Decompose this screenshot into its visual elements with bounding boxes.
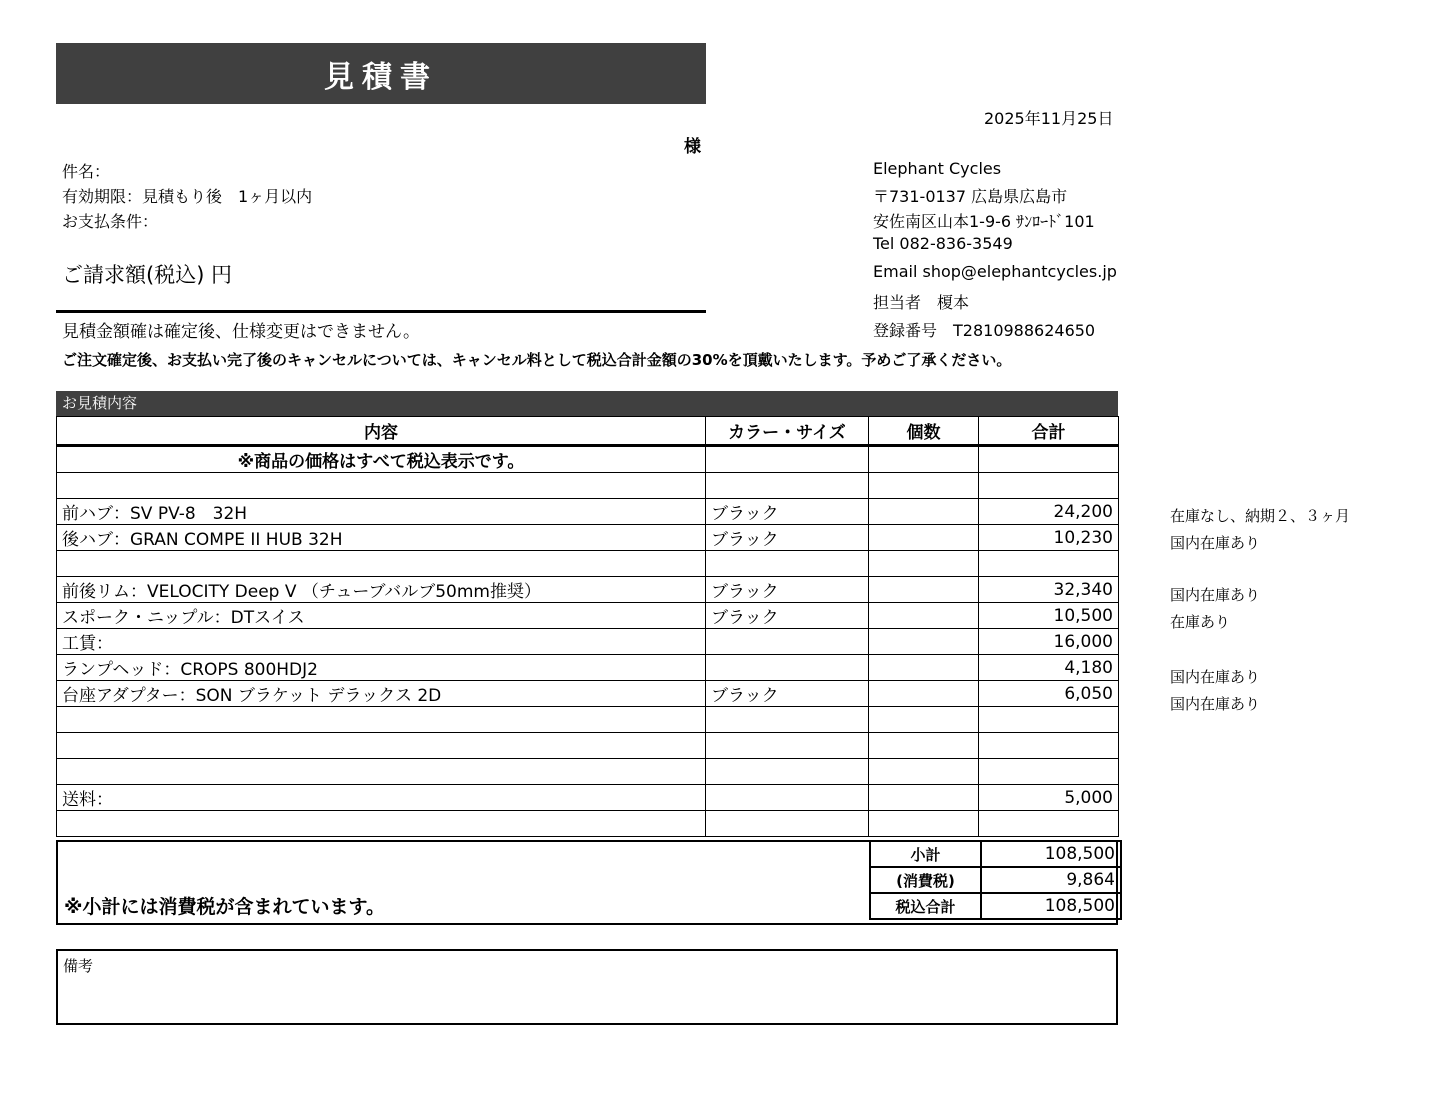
item-quantity (869, 525, 979, 551)
table-row (57, 446, 1119, 473)
item-description (57, 811, 706, 837)
company-registration: 登録番号 T2810988624650 (873, 321, 1096, 340)
item-quantity (869, 551, 979, 577)
subtotal-tax-note: ※小計には消費税が含まれています。 (64, 896, 385, 918)
table-row (57, 733, 1119, 759)
stock-note: 在庫なし、納期２、３ヶ月 (1170, 507, 1351, 525)
item-description: 後ハブ：GRAN COMPE II HUB 32H (57, 525, 706, 551)
payment-terms-label: お支払条件： (62, 212, 159, 231)
item-total (979, 733, 1119, 759)
item-color-size: ブラック (706, 603, 869, 629)
item-color-size (706, 811, 869, 837)
item-description (57, 733, 706, 759)
item-color-size: ブラック (706, 525, 869, 551)
issue-date: 2025年11月25日 (984, 109, 1114, 128)
item-total (979, 811, 1119, 837)
table-row (57, 603, 1119, 629)
item-description: 前ハブ：SV PV-8 32H (57, 499, 706, 525)
item-total (979, 707, 1119, 733)
item-description (57, 707, 706, 733)
header-quantity: 個数 (869, 417, 979, 446)
company-email: Email shop@elephantcycles.jp (873, 262, 1117, 281)
item-description: ※商品の価格はすべて税込表示です。 (57, 446, 706, 473)
item-total (979, 446, 1119, 473)
notice-cancellation: ご注文確定後、お支払い完了後のキャンセルについては、キャンセル料として税込合計金額の30%を頂戴いたします。予めご了承ください。 (62, 351, 1012, 369)
subject-label: 件名： (62, 162, 111, 181)
tax-label: (消費税) (870, 867, 981, 893)
table-row (57, 707, 1119, 733)
subtotal-value: 108,500 (981, 841, 1121, 867)
item-total (979, 473, 1119, 499)
item-total: 4,180 (979, 655, 1119, 681)
item-quantity (869, 655, 979, 681)
item-total: 32,340 (979, 577, 1119, 603)
stock-note: 国内在庫あり (1170, 534, 1261, 552)
table-row (57, 759, 1119, 785)
item-total: 10,230 (979, 525, 1119, 551)
header-description: 内容 (57, 417, 706, 446)
grand-total-row (870, 893, 1121, 919)
tax-value: 9,864 (981, 867, 1121, 893)
item-color-size (706, 551, 869, 577)
item-description (57, 473, 706, 499)
item-description: ランプヘッド：CROPS 800HDJ2 (57, 655, 706, 681)
tax-row (870, 867, 1121, 893)
grand-total-value: 108,500 (981, 893, 1121, 919)
item-color-size: ブラック (706, 499, 869, 525)
header-total: 合計 (979, 417, 1119, 446)
item-total: 10,500 (979, 603, 1119, 629)
table-row (57, 473, 1119, 499)
item-quantity (869, 577, 979, 603)
company-tel: Tel 082-836-3549 (873, 234, 1013, 253)
item-description: 送料： (57, 785, 706, 811)
item-quantity (869, 629, 979, 655)
item-quantity (869, 811, 979, 837)
table-row (57, 499, 1119, 525)
company-name: Elephant Cycles (873, 159, 1002, 178)
item-quantity (869, 707, 979, 733)
item-color-size (706, 707, 869, 733)
stock-note: 国内在庫あり (1170, 586, 1261, 604)
table-row (57, 525, 1119, 551)
table-header-row (57, 417, 1119, 446)
item-color-size (706, 655, 869, 681)
item-color-size (706, 473, 869, 499)
document-title: 見積書 (56, 43, 706, 104)
item-total: 6,050 (979, 681, 1119, 707)
item-description (57, 551, 706, 577)
item-color-size: ブラック (706, 577, 869, 603)
item-quantity (869, 733, 979, 759)
table-row (57, 655, 1119, 681)
notice-spec-change: 見積金額確は確定後、仕様変更はできません。 (62, 322, 421, 342)
item-quantity (869, 785, 979, 811)
totals-box (56, 840, 1118, 925)
item-description (57, 759, 706, 785)
item-color-size (706, 629, 869, 655)
amount-underline (56, 310, 706, 313)
item-color-size (706, 759, 869, 785)
stock-note: 在庫あり (1170, 613, 1231, 631)
item-total (979, 759, 1119, 785)
item-quantity (869, 446, 979, 473)
company-address-line1: 〒731-0137 広島県広島市 (873, 187, 1068, 206)
stock-note: 国内在庫あり (1170, 695, 1261, 713)
company-address-line2: 安佐南区山本1-9-6 ｻﾝﾛｰﾄﾞ101 (873, 212, 1095, 231)
item-total: 16,000 (979, 629, 1119, 655)
stock-note: 国内在庫あり (1170, 668, 1261, 686)
table-row (57, 629, 1119, 655)
validity-text: 有効期限：見積もり後 1ヶ月以内 (62, 187, 313, 206)
estimate-table (56, 416, 1119, 837)
memo-label: 備考 (63, 957, 94, 975)
table-row (57, 681, 1119, 707)
item-color-size (706, 785, 869, 811)
item-color-size (706, 733, 869, 759)
table-row (57, 551, 1119, 577)
honorific: 様 (684, 137, 701, 157)
item-total (979, 551, 1119, 577)
company-contact: 担当者 榎本 (873, 293, 970, 312)
header-color-size: カラー・サイズ (706, 417, 869, 446)
item-color-size (706, 446, 869, 473)
memo-box (56, 949, 1118, 1025)
item-total: 5,000 (979, 785, 1119, 811)
item-description: 前後リム：VELOCITY Deep V （チューブバルブ50mm推奨） (57, 577, 706, 603)
totals-grid (869, 840, 1122, 920)
item-quantity (869, 499, 979, 525)
estimate-section-title: お見積内容 (56, 391, 1118, 416)
item-quantity (869, 473, 979, 499)
item-description: スポーク・ニップル：DTスイス (57, 603, 706, 629)
subtotal-row (870, 841, 1121, 867)
item-total: 24,200 (979, 499, 1119, 525)
item-color-size: ブラック (706, 681, 869, 707)
item-description: 工賃： (57, 629, 706, 655)
billing-amount: ご請求額(税込) 円 (62, 263, 233, 287)
table-row (57, 785, 1119, 811)
item-description: 台座アダプター：SON ブラケット デラックス 2D (57, 681, 706, 707)
item-quantity (869, 681, 979, 707)
item-quantity (869, 603, 979, 629)
table-row (57, 577, 1119, 603)
item-quantity (869, 759, 979, 785)
subtotal-label: 小計 (870, 841, 981, 867)
table-row (57, 811, 1119, 837)
grand-total-label: 税込合計 (870, 893, 981, 919)
